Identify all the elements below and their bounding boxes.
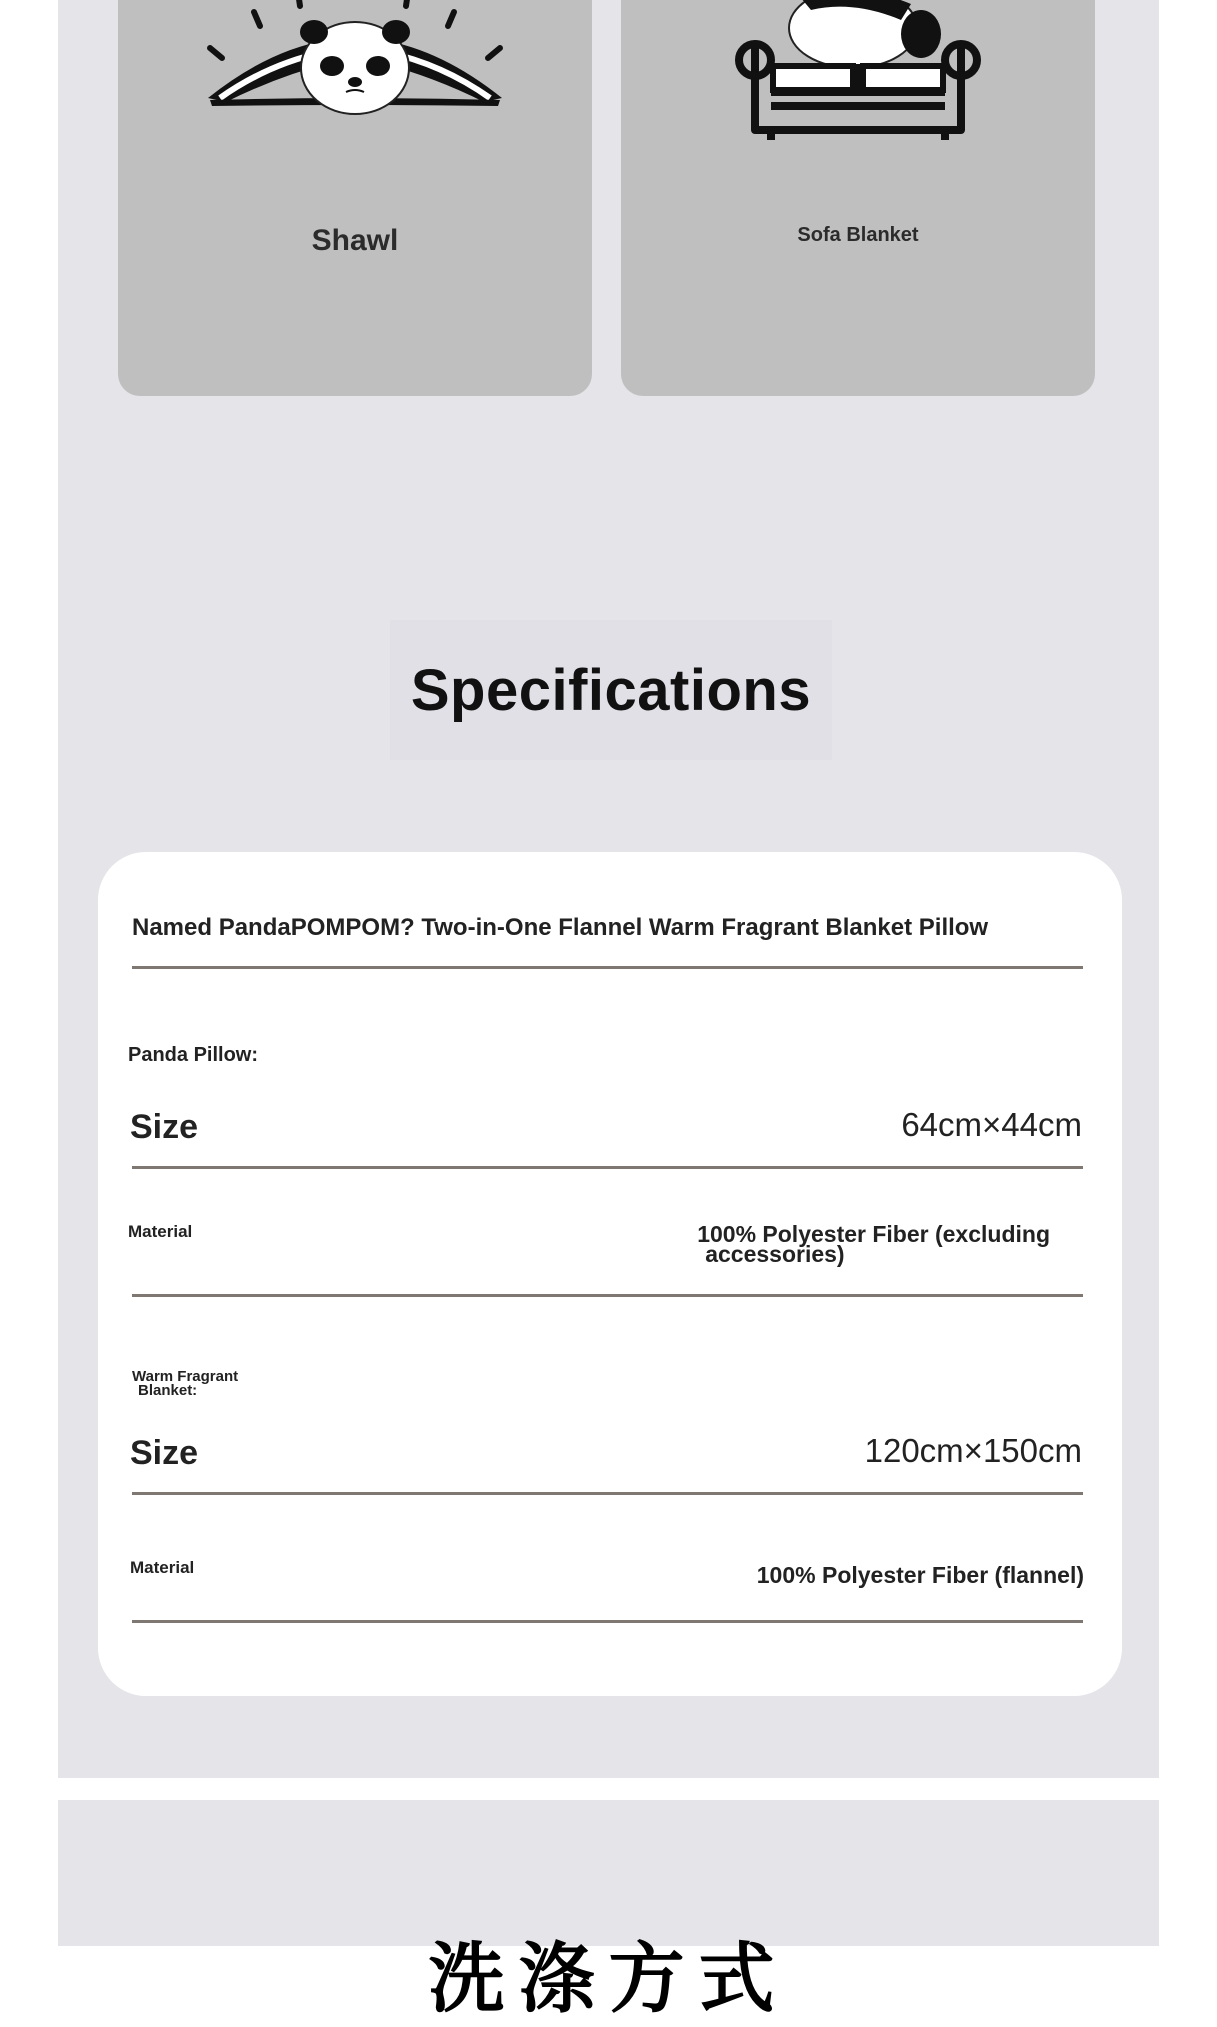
usage-card-sofa: [621, 0, 1095, 396]
blanket-size-value: 120cm×150cm: [864, 1432, 1082, 1469]
pillow-material-value: [697, 1221, 1050, 1267]
blanket-group-label-line: Blanket:: [138, 1382, 198, 1399]
washing-heading: 洗涤方式: [428, 1934, 789, 2023]
pillow-material-value-line: 100% Polyester Fiber (excluding: [697, 1221, 1050, 1247]
pillow-material-value-line: accessories): [705, 1241, 845, 1267]
divider: [132, 1492, 1083, 1495]
divider: [132, 966, 1083, 969]
washing-section: [58, 1800, 1159, 2023]
blanket-group-label-line: Warm Fragrant: [132, 1368, 239, 1385]
blanket-group-label: [132, 1370, 238, 1398]
specifications-card: [98, 852, 1122, 1696]
pillow-group-label: Panda Pillow:: [128, 1044, 259, 1066]
usage-card-label: Sofa Blanket: [797, 224, 919, 246]
pillow-size-label: Size: [130, 1108, 199, 1146]
divider: [132, 1294, 1083, 1297]
specifications-heading: Specifications: [390, 620, 832, 760]
blanket-material-value: 100% Polyester Fiber (flannel): [756, 1562, 1084, 1588]
blanket-material-label: Material: [130, 1558, 195, 1577]
usage-card-label: Shawl: [311, 224, 399, 257]
blanket-size-label: Size: [130, 1434, 199, 1472]
product-name: Named PandaPOMPOM? Two-in-One Flannel Warm Fragrant Blanket Pillow: [132, 914, 989, 941]
panda-shawl-icon: [118, 0, 592, 160]
divider: [132, 1166, 1083, 1169]
pillow-size-value: 64cm×44cm: [901, 1106, 1082, 1143]
panda-sofa-icon: [621, 0, 1095, 160]
divider: [132, 1620, 1083, 1623]
usage-card-shawl: [118, 0, 592, 396]
pillow-material-label: Material: [128, 1222, 193, 1241]
